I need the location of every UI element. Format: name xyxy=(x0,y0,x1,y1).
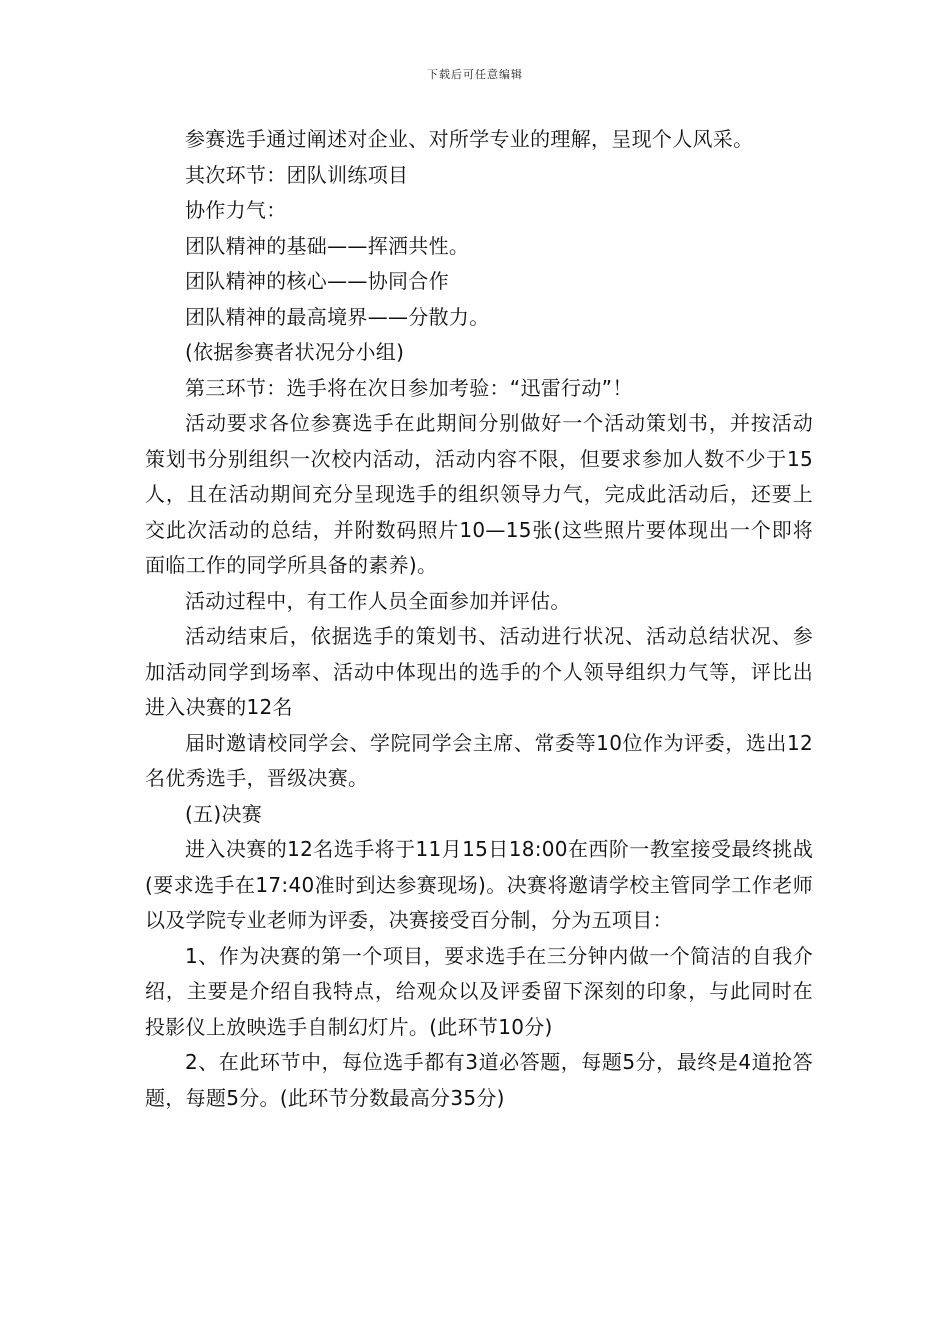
document-body xyxy=(145,122,813,1116)
paragraph: 其次环节：团队训练项目 xyxy=(185,162,409,187)
paragraph: 进入决赛的12名选手将于11月15日18:00在西阶一教室接受最终挑战(要求选手在17:40准时到达参赛现场)。决赛将邀请学校主管同学工作老师以及学院专业老师为评委，决赛接受百分制，分为五项目： xyxy=(145,837,813,932)
paragraph: 活动要求各位参赛选手在此期间分别做好一个活动策划书，并按活动策划书分别组织一次校内活动，活动内容不限，但要求参加人数不少于15人，且在活动期间充分呈现选手的组织领导力气，完成此活动后，还要上交此次活动的总结，并附数码照片10—15张(这些照片要体现出一个即将面临工作的同学所具备的素养)。 xyxy=(145,411,813,577)
paragraph: 届时邀请校同学会、学院同学会主席、常委等10位作为评委，选出12名优秀选手，晋级决赛。 xyxy=(145,730,813,790)
paragraph: (依据参赛者状况分小组) xyxy=(185,340,405,364)
paragraph: 活动过程中，有工作人员全面参加并评估。 xyxy=(185,588,571,613)
paragraph: 参赛选手通过阐述对企业、对所学专业的理解，呈现个人风采。 xyxy=(185,127,754,151)
paragraph: 第三环节：选手将在次日参加考验：“迅雷行动”！ xyxy=(185,375,633,400)
paragraph: 团队精神的基础——挥洒共性。 xyxy=(185,233,470,258)
paragraph: 2、在此环节中，每位选手都有3道必答题，每题5分，最终是4道抢答题，每题5分。(此环节分数最高分35分) xyxy=(145,1050,813,1110)
paragraph: 1、作为决赛的第一个项目，要求选手在三分钟内做一个简洁的自我介绍，主要是介绍自我特点，给观众以及评委留下深刻的印象，与此同时在投影仪上放映选手自制幻灯片。(此环节10分) xyxy=(145,943,813,1039)
paragraph: 团队精神的核心——协同合作 xyxy=(185,269,449,293)
paragraph: 团队精神的最高境界——分散力。 xyxy=(185,304,490,329)
paragraph: 协作力气： xyxy=(185,198,287,222)
paragraph: 活动结束后，依据选手的策划书、活动进行状况、活动总结状况、参加活动同学到场率、活动中体现出的选手的个人领导组织力气等，评比出进入决赛的12名 xyxy=(145,624,813,719)
section-heading: (五)决赛 xyxy=(185,801,263,826)
page-header: 下载后可任意编辑 xyxy=(427,68,523,81)
